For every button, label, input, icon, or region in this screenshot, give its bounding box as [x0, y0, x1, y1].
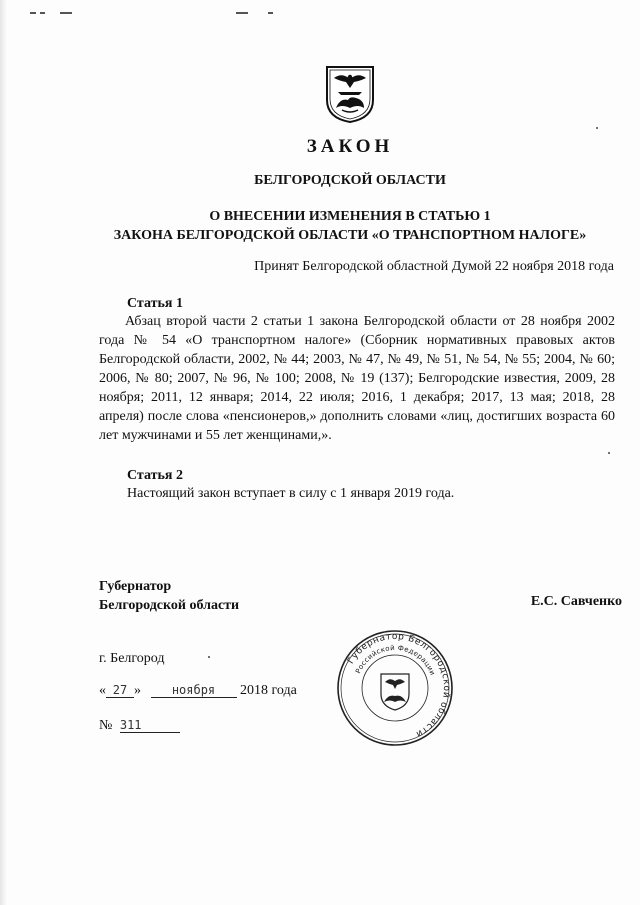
- signatory-name: Е.С. Савченко: [530, 594, 622, 609]
- date-month: ноября: [151, 683, 237, 698]
- law-title-line-1: О ВНЕСЕНИИ ИЗМЕНЕНИЯ В СТАТЬЮ 1: [209, 209, 491, 224]
- coat-of-arms-icon: [324, 64, 376, 124]
- official-seal-icon: [335, 628, 455, 748]
- date-close-quote: »: [134, 683, 141, 698]
- scan-speck: [596, 127, 598, 129]
- seal-outer-text: Губернатор Белгородской области: [346, 631, 452, 739]
- article-1-heading: Статья 1: [127, 296, 183, 311]
- seal-inner-text: Российской Федерации: [354, 643, 437, 677]
- law-title: [0, 207, 640, 245]
- signing-date: [99, 683, 297, 699]
- place-of-signing: г. Белгород: [99, 651, 165, 666]
- law-number: [99, 718, 180, 734]
- scan-speck: [608, 452, 610, 454]
- signatory-position-line-2: Белгородской области: [99, 598, 240, 613]
- scan-artifacts: [30, 12, 290, 18]
- adoption-note: Принят Белгородской областной Думой 22 ноября 2018 года: [254, 259, 614, 274]
- article-2-heading: Статья 2: [127, 468, 183, 483]
- scan-speck: [208, 656, 210, 658]
- signatory-position: [99, 577, 239, 615]
- document-title: ЗАКОН: [306, 136, 394, 157]
- article-2-text: Настоящий закон вступает в силу с 1 января 2019 года.: [127, 486, 455, 501]
- date-open-quote: «: [99, 683, 106, 698]
- number-value: 311: [120, 718, 180, 733]
- number-label: №: [99, 718, 113, 733]
- law-title-line-2: ЗАКОНА БЕЛГОРОДСКОЙ ОБЛАСТИ «О ТРАНСПОРТНОМ НАЛОГЕ»: [113, 228, 587, 243]
- document-subtitle: БЕЛГОРОДСКОЙ ОБЛАСТИ: [254, 173, 446, 188]
- date-day: 27: [106, 683, 134, 698]
- signatory-position-line-1: Губернатор: [99, 579, 172, 594]
- date-year: 2018 года: [240, 683, 297, 698]
- article-1-text: Абзац второй части 2 статьи 1 закона Белгородской области от 28 ноября 2002 года № 54 «О транспортном налоге» (Сборник нормативных правовых актов Белгородской области, 2002, № 44; 2003, № 47, № 49, № 51, № 54, № 55; 2004, № 60; 2006, № 80; 2007, № 96, № 100; 2008, № 19 (137); Белгородские известия, 2009, 28 ноября; 2011, 12 января; 2014, 22 июля; 2016, 1 декабря; 2017, 13 мая; 2018, 28 апреля) после слова «пенсионеров,» дополнить словами «лиц, достигших возраста 60 лет мужчинами и 55 лет женщинами,».: [99, 314, 615, 443]
